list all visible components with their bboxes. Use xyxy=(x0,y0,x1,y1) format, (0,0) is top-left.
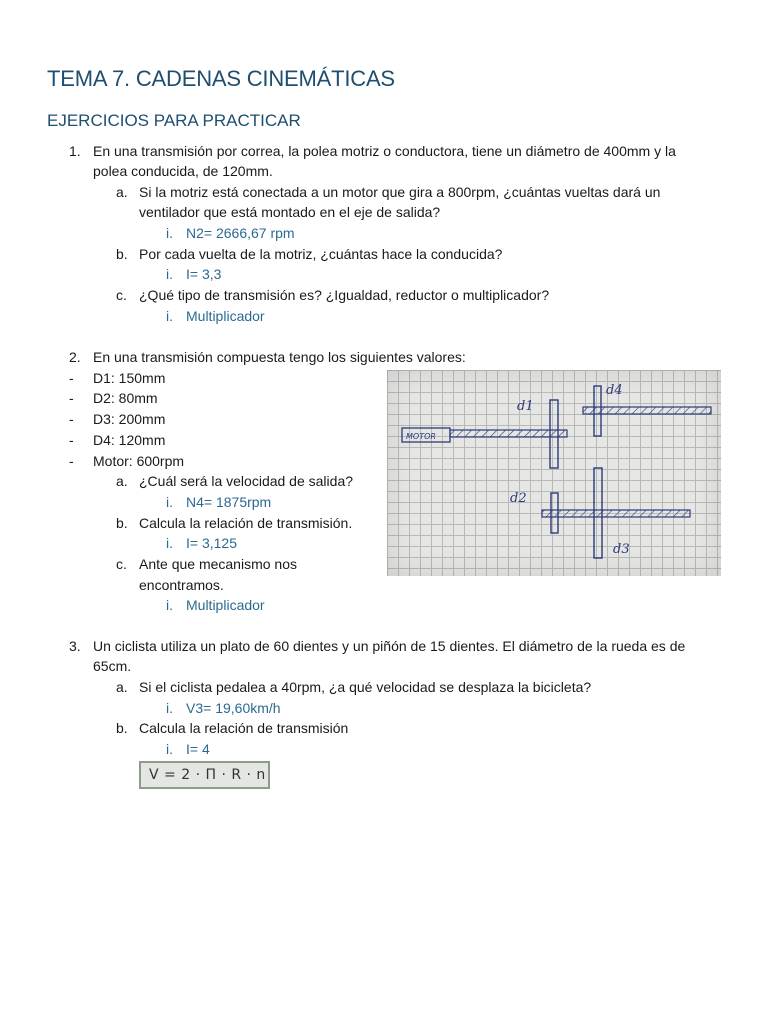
exercise-3a-answer: V3= 19,60km/h xyxy=(186,700,281,716)
exercise-3a-answer-marker: i. xyxy=(166,700,173,716)
exercise-2-dash: - xyxy=(69,432,74,448)
exercise-2-value-motor: Motor: 600rpm xyxy=(93,453,185,469)
label-d2: d2 xyxy=(510,491,527,506)
section-subtitle: EJERCICIOS PARA PRACTICAR xyxy=(47,111,301,130)
output-shaft xyxy=(583,407,711,414)
page-title: TEMA 7. CADENAS CINEMÁTICAS xyxy=(47,66,395,91)
exercise-3-text-line1: Un ciclista utiliza un plato de 60 dientes y un piñón de 15 dientes. El diámetro de la rueda es de xyxy=(93,638,686,654)
exercise-2a-marker: a. xyxy=(116,473,128,489)
exercise-2-text-line1: En una transmisión compuesta tengo los siguientes valores: xyxy=(93,349,466,365)
exercise-1a-marker: a. xyxy=(116,184,128,200)
label-d4: d4 xyxy=(606,383,623,398)
exercise-1a-line1: Si la motriz está conectada a un motor que gira a 800rpm, ¿cuántas vueltas dará un xyxy=(139,184,661,200)
exercise-2-value-d2: D2: 80mm xyxy=(93,390,158,406)
exercise-3-number: 3. xyxy=(69,638,81,654)
exercise-3-text-line2: 65cm. xyxy=(93,658,132,674)
exercise-1c-answer-marker: i. xyxy=(166,308,173,324)
exercise-2c-marker: c. xyxy=(116,556,127,572)
exercise-2b-answer: I= 3,125 xyxy=(186,535,237,551)
exercise-2a-answer-marker: i. xyxy=(166,494,173,510)
exercise-2b-line1: Calcula la relación de transmisión. xyxy=(139,515,353,531)
exercise-3a-marker: a. xyxy=(116,679,128,695)
exercise-1c-answer: Multiplicador xyxy=(186,308,265,324)
exercise-1b-answer: I= 3,3 xyxy=(186,266,222,282)
label-d3: d3 xyxy=(613,542,630,557)
exercise-1b-line1: Por cada vuelta de la motriz, ¿cuántas hace la conducida? xyxy=(139,246,503,262)
exercise-2c-line2: encontramos. xyxy=(139,577,224,593)
exercise-1-number: 1. xyxy=(69,143,81,159)
exercise-3b-answer-marker: i. xyxy=(166,741,173,757)
exercise-2-value-d3: D3: 200mm xyxy=(93,411,166,427)
label-d1: d1 xyxy=(517,399,534,414)
exercise-2-value-d4: D4: 120mm xyxy=(93,432,166,448)
intermediate-shaft xyxy=(542,510,690,517)
exercise-1-text-line2: polea conducida, de 120mm. xyxy=(93,163,273,179)
exercise-2-dash: - xyxy=(69,390,74,406)
exercise-2-dash: - xyxy=(69,370,74,386)
exercise-2c-answer-marker: i. xyxy=(166,597,173,613)
transmission-sketch xyxy=(387,370,721,576)
exercise-2a-line1: ¿Cuál será la velocidad de salida? xyxy=(139,473,354,489)
velocity-formula: V = 2 · Π · R · n xyxy=(149,767,266,783)
exercise-1b-marker: b. xyxy=(116,246,128,262)
motor-label: MOTOR xyxy=(406,432,436,441)
exercise-2b-marker: b. xyxy=(116,515,128,531)
exercise-3b-line1: Calcula la relación de transmisión xyxy=(139,720,349,736)
exercise-1b-answer-marker: i. xyxy=(166,266,173,282)
exercise-1a-line2: ventilador que está montado en el eje de salida? xyxy=(139,204,441,220)
velocity-formula-image xyxy=(139,761,270,789)
exercise-2b-answer-marker: i. xyxy=(166,535,173,551)
transmission-sketch-photo xyxy=(387,370,721,576)
exercise-3b-marker: b. xyxy=(116,720,128,736)
exercise-1-text-line1: En una transmisión por correa, la polea motriz o conductora, tiene un diámetro de 400mm y la xyxy=(93,143,676,159)
exercise-1a-answer-marker: i. xyxy=(166,225,173,241)
exercise-1c-line1: ¿Qué tipo de transmisión es? ¿Igualdad, reductor o multiplicador? xyxy=(139,287,550,303)
exercise-2c-line1: Ante que mecanismo nos xyxy=(139,556,297,572)
exercise-1a-answer: N2= 2666,67 rpm xyxy=(186,225,295,241)
exercise-2c-answer: Multiplicador xyxy=(186,597,265,613)
exercise-2a-answer: N4= 1875rpm xyxy=(186,494,272,510)
exercise-3b-answer: I= 4 xyxy=(186,741,210,757)
exercise-2-value-d1: D1: 150mm xyxy=(93,370,166,386)
exercise-2-dash: - xyxy=(69,453,74,469)
exercise-2-dash: - xyxy=(69,411,74,427)
exercise-3a-line1: Si el ciclista pedalea a 40rpm, ¿a qué velocidad se desplaza la bicicleta? xyxy=(139,679,592,695)
exercise-2-number: 2. xyxy=(69,349,81,365)
exercise-1c-marker: c. xyxy=(116,287,127,303)
